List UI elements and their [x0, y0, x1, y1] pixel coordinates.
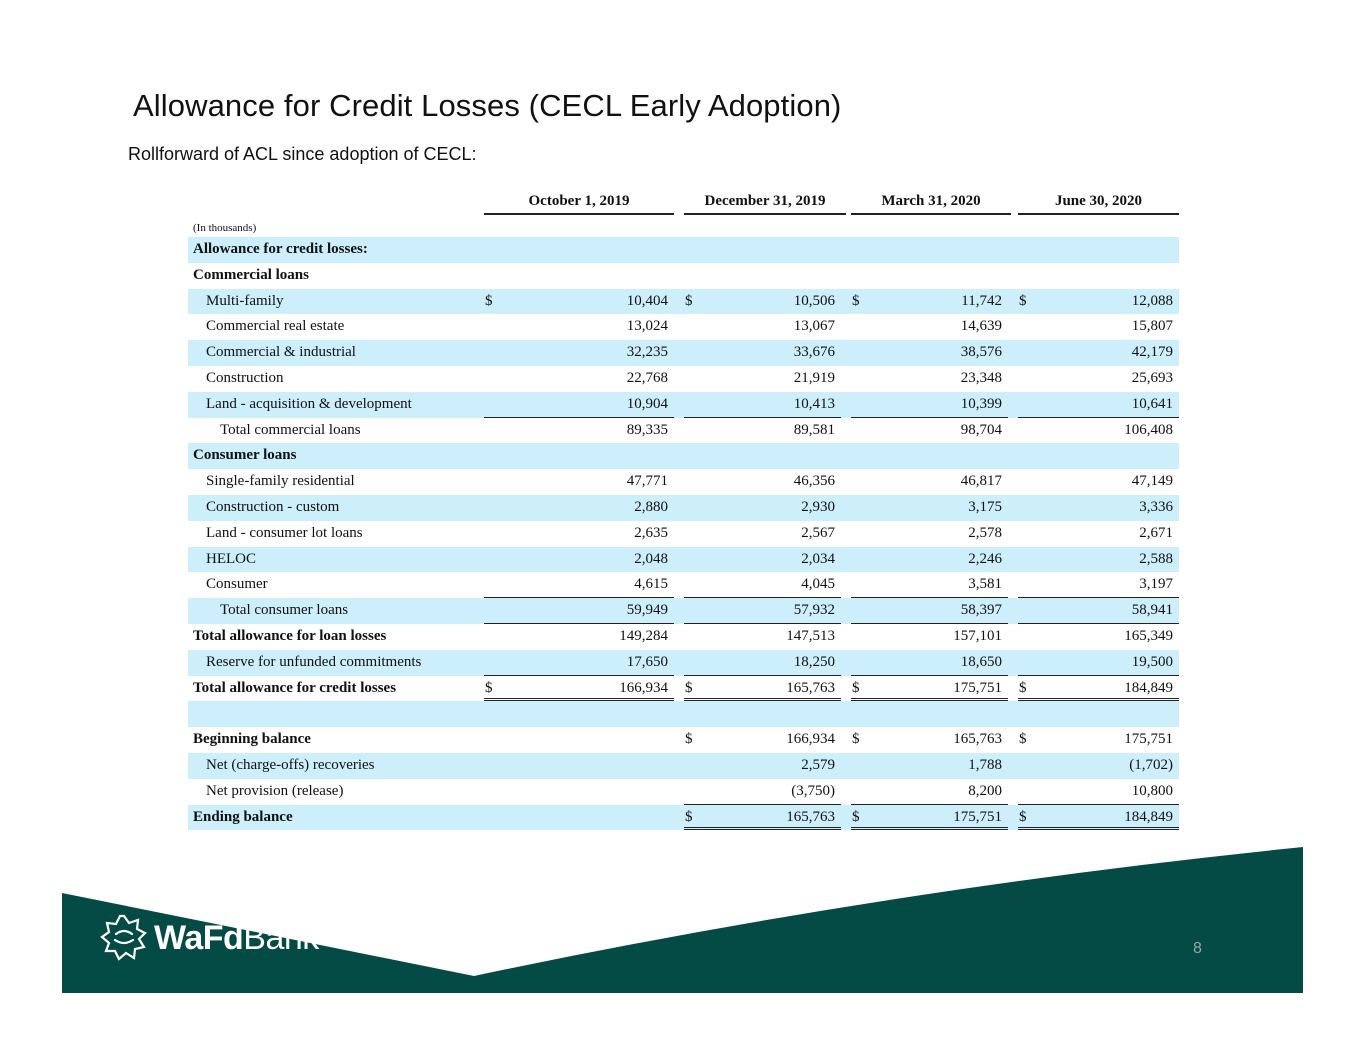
- cell-value: 15,807: [1131, 318, 1173, 335]
- cell-value: 11,742: [961, 292, 1002, 309]
- cell-value: 2,930: [801, 498, 835, 515]
- row-label: Consumer loans: [193, 447, 297, 464]
- cell-value: 89,581: [793, 421, 835, 438]
- cell-value: 47,149: [1131, 473, 1173, 490]
- cell-value: 2,246: [968, 550, 1002, 567]
- cell-value: 106,408: [1124, 421, 1173, 438]
- wordmark-regular: Bank: [243, 918, 319, 957]
- wafd-logo: [98, 912, 319, 964]
- cell-value: 175,751: [953, 679, 1002, 696]
- dollar-sign: $: [852, 679, 860, 696]
- dollar-sign: $: [485, 679, 493, 696]
- cell-value: (1,702): [1129, 756, 1173, 773]
- cell-value: 2,567: [801, 524, 835, 541]
- wafd-emblem-icon: [98, 912, 150, 964]
- cell-value: 149,284: [619, 627, 668, 644]
- row-label: Total consumer loans: [220, 602, 349, 619]
- cell-value: 89,335: [626, 421, 668, 438]
- dollar-sign: $: [852, 808, 860, 825]
- cell-value: 10,904: [626, 395, 668, 412]
- cell-value: 184,849: [1124, 808, 1173, 825]
- cell-value: 23,348: [960, 369, 1002, 386]
- row-label: Land - acquisition & development: [206, 395, 412, 412]
- dollar-sign: $: [685, 808, 693, 825]
- column-header: June 30, 2020: [1018, 193, 1179, 215]
- cell-value: 175,751: [1124, 731, 1173, 748]
- cell-value: 12,088: [1131, 292, 1173, 309]
- row-label: Consumer: [206, 576, 268, 593]
- page-number: 8: [1193, 940, 1202, 957]
- cell-value: 10,506: [793, 292, 835, 309]
- cell-value: 46,817: [960, 473, 1002, 490]
- cell-value: 8,200: [968, 782, 1002, 799]
- row-label: Land - consumer lot loans: [206, 524, 363, 541]
- cell-value: 157,101: [953, 627, 1002, 644]
- cell-value: 32,235: [626, 344, 668, 361]
- row-label: Total commercial loans: [220, 421, 361, 438]
- cell-value: 59,949: [626, 602, 668, 619]
- dollar-sign: $: [685, 292, 693, 309]
- cell-value: 175,751: [953, 808, 1002, 825]
- dollar-sign: $: [685, 731, 693, 748]
- cell-value: 2,048: [634, 550, 668, 567]
- cell-value: 4,615: [634, 576, 668, 593]
- dollar-sign: $: [485, 292, 493, 309]
- cell-value: 10,399: [960, 395, 1002, 412]
- cell-value: 18,650: [960, 653, 1002, 670]
- wafd-wordmark: [154, 919, 319, 958]
- cell-value: 1,788: [968, 756, 1002, 773]
- cell-value: 47,771: [626, 473, 668, 490]
- row-label: Construction: [206, 369, 284, 386]
- row-label: Single-family residential: [206, 473, 355, 490]
- cell-value: 4,045: [801, 576, 835, 593]
- cell-value: 33,676: [793, 344, 835, 361]
- cell-value: 14,639: [960, 318, 1002, 335]
- cell-value: 2,578: [968, 524, 1002, 541]
- row-label: Ending balance: [193, 808, 293, 825]
- cell-value: 10,404: [626, 292, 668, 309]
- row-label: Multi-family: [206, 292, 284, 309]
- cell-value: 58,941: [1131, 602, 1173, 619]
- cell-value: 2,588: [1139, 550, 1173, 567]
- cell-value: 57,932: [793, 602, 835, 619]
- cell-value: 21,919: [793, 369, 835, 386]
- cell-value: 13,067: [793, 318, 835, 335]
- dollar-sign: $: [1019, 731, 1027, 748]
- cell-value: 25,693: [1131, 369, 1173, 386]
- cell-value: 165,763: [953, 731, 1002, 748]
- cell-value: 10,800: [1131, 782, 1173, 799]
- row-label: Total allowance for credit losses: [193, 679, 397, 696]
- cell-value: 58,397: [960, 602, 1002, 619]
- row-label: Construction - custom: [206, 498, 340, 515]
- dollar-sign: $: [852, 731, 860, 748]
- cell-value: 165,349: [1124, 627, 1173, 644]
- cell-value: 38,576: [960, 344, 1002, 361]
- dollar-sign: $: [685, 679, 693, 696]
- row-label: Net (charge-offs) recoveries: [206, 756, 375, 773]
- cell-value: 2,671: [1139, 524, 1173, 541]
- cell-value: 166,934: [786, 731, 835, 748]
- cell-value: 165,763: [786, 808, 835, 825]
- column-header: December 31, 2019: [684, 193, 846, 215]
- dollar-sign: $: [1019, 292, 1027, 309]
- cell-value: 184,849: [1124, 679, 1173, 696]
- cell-value: 19,500: [1131, 653, 1173, 670]
- slide-subtitle: Rollforward of ACL since adoption of CECL:: [128, 144, 477, 164]
- row-label: Commercial real estate: [206, 318, 345, 335]
- cell-value: 22,768: [626, 369, 668, 386]
- slide-title: Allowance for Credit Losses (CECL Early Adoption): [133, 88, 842, 123]
- cell-value: 2,635: [634, 524, 668, 541]
- cell-value: 42,179: [1131, 344, 1173, 361]
- row-label: Reserve for unfunded commitments: [206, 653, 422, 670]
- cell-value: (3,750): [791, 782, 835, 799]
- cell-value: 166,934: [619, 679, 668, 696]
- cell-value: 18,250: [793, 653, 835, 670]
- cell-value: 2,880: [634, 498, 668, 515]
- row-label: Beginning balance: [193, 731, 311, 748]
- cell-value: 2,579: [801, 756, 835, 773]
- cell-value: 10,641: [1131, 395, 1173, 412]
- dollar-sign: $: [1019, 808, 1027, 825]
- row-label: Allowance for credit losses:: [193, 241, 368, 257]
- units-note: (In thousands): [193, 222, 257, 234]
- cell-value: 3,581: [968, 576, 1002, 593]
- cell-value: 46,356: [793, 473, 835, 490]
- column-header: October 1, 2019: [484, 193, 674, 215]
- row-label: HELOC: [206, 550, 256, 567]
- cell-value: 10,413: [793, 395, 835, 412]
- cell-value: 17,650: [626, 653, 668, 670]
- cell-value: 2,034: [801, 550, 835, 567]
- dollar-sign: $: [852, 292, 860, 309]
- row-label: Commercial loans: [193, 266, 309, 283]
- cell-value: 3,336: [1139, 498, 1173, 515]
- cell-value: 3,197: [1139, 576, 1173, 593]
- cell-value: 13,024: [626, 318, 668, 335]
- row-label: Total allowance for loan losses: [193, 627, 387, 644]
- dollar-sign: $: [1019, 679, 1027, 696]
- column-header: March 31, 2020: [851, 193, 1011, 215]
- row-label: Net provision (release): [206, 782, 344, 799]
- wordmark-bold: WaFd: [154, 918, 244, 957]
- cell-value: 165,763: [786, 679, 835, 696]
- cell-value: 3,175: [968, 498, 1002, 515]
- row-label: Commercial & industrial: [206, 344, 356, 361]
- cell-value: 98,704: [960, 421, 1002, 438]
- cell-value: 147,513: [786, 627, 835, 644]
